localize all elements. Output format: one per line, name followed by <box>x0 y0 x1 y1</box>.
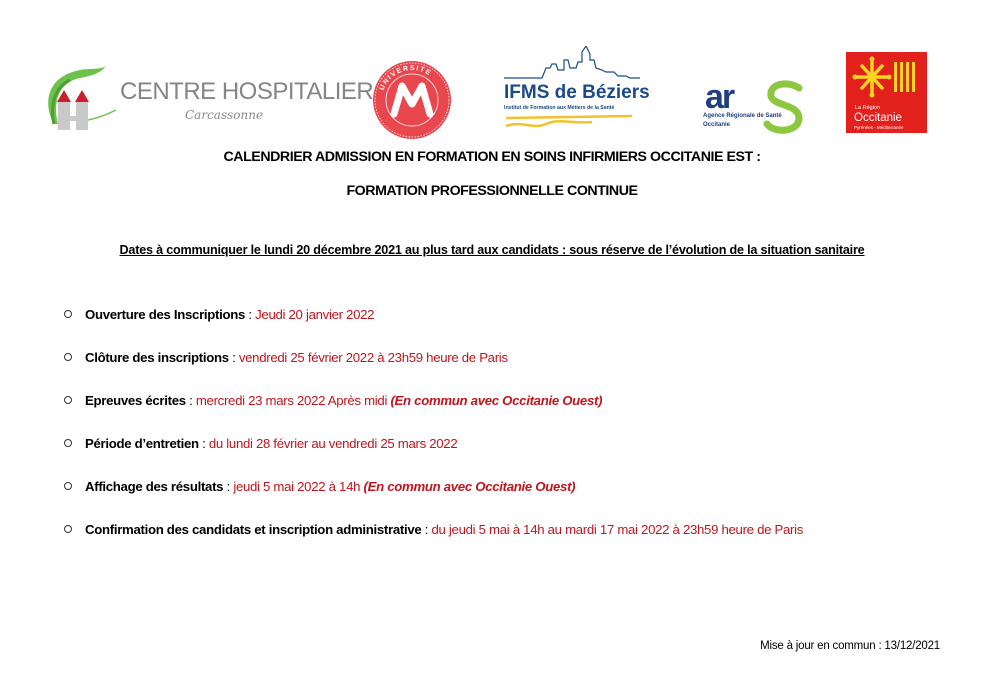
universite-seal-icon <box>372 60 452 140</box>
ars-logo <box>703 80 808 136</box>
item-label: Clôture des inscriptions <box>85 349 229 365</box>
bullet-circle-icon <box>64 310 72 318</box>
item-value: jeudi 5 mai 2022 à 14h <box>233 478 364 494</box>
item-note: (En commun avec Occitanie Ouest) <box>363 478 576 494</box>
list-item <box>61 520 803 538</box>
item-label: Période d’entretien <box>85 435 199 451</box>
list-item <box>61 348 508 366</box>
list-item <box>61 477 575 495</box>
bullet-circle-icon <box>64 396 72 404</box>
ifms-title: IFMS de Béziers <box>504 82 650 103</box>
notice-text: Dates à communiquer le lundi 20 décembre 2021 au plus tard aux candidats : sous réserve de l’évolution de la situation sanitaire <box>119 243 865 257</box>
bullet-circle-icon <box>64 353 72 361</box>
occitan-cross-icon <box>846 52 927 104</box>
svg-text:UNIVERSITE: UNIVERSITE <box>378 64 433 92</box>
ars-region-name: Occitanie <box>703 122 731 128</box>
centre-hospitalier-city: Carcassonne <box>185 108 264 122</box>
region-label: La Région <box>855 105 881 111</box>
item-value: Jeudi 20 janvier 2022 <box>255 306 375 322</box>
universite-montpellier-logo <box>372 60 452 140</box>
bullet-circle-icon <box>64 525 72 533</box>
ifms-beziers-logo <box>502 46 650 132</box>
update-date: Mise à jour en commun : 13/12/2021 <box>760 640 940 652</box>
ars-agency-name: Agence Régionale de Santé <box>703 113 782 119</box>
item-note: (En commun avec Occitanie Ouest) <box>390 392 603 408</box>
item-label: Affichage des résultats <box>85 478 224 494</box>
list-item <box>61 305 374 323</box>
list-item <box>61 391 602 409</box>
item-value: du jeudi 5 mai à 14h au mardi 17 mai 2022 à 23h59 heure de Paris <box>431 521 804 537</box>
item-separator: : <box>421 521 432 537</box>
item-label: Confirmation des candidats et inscription administrative <box>85 521 422 537</box>
list-item <box>61 434 457 452</box>
item-label: Epreuves écrites <box>85 392 186 408</box>
hospital-emblem-icon <box>40 62 120 134</box>
item-value: vendredi 25 février 2022 à 23h59 heure de Paris <box>238 349 508 365</box>
item-separator: : <box>245 306 256 322</box>
item-label: Ouverture des Inscriptions <box>85 306 246 322</box>
page-subtitle: FORMATION PROFESSIONNELLE CONTINUE <box>346 183 638 199</box>
bullet-circle-icon <box>64 482 72 490</box>
item-value: mercredi 23 mars 2022 Après midi <box>195 392 391 408</box>
region-subtitle: Pyrénées - Méditerranée <box>854 125 904 130</box>
item-separator: : <box>198 435 209 451</box>
item-separator: : <box>223 478 234 494</box>
item-value: du lundi 28 février au vendredi 25 mars 2022 <box>208 435 458 451</box>
bullet-circle-icon <box>64 439 72 447</box>
region-name: Occitanie <box>854 112 902 124</box>
region-occitanie-logo <box>846 52 927 133</box>
ifms-subtitle: Institut de Formation aux Métiers de la Santé <box>504 105 615 111</box>
centre-hospitalier-title: CENTRE HOSPITALIER <box>120 78 374 105</box>
svg-text:ar: ar <box>705 80 734 116</box>
item-separator: : <box>185 392 196 408</box>
item-separator: : <box>228 349 239 365</box>
page-title: CALENDRIER ADMISSION EN FORMATION EN SOINS INFIRMIERS OCCITANIE EST : <box>223 149 761 165</box>
centre-hospitalier-logo <box>40 62 374 134</box>
